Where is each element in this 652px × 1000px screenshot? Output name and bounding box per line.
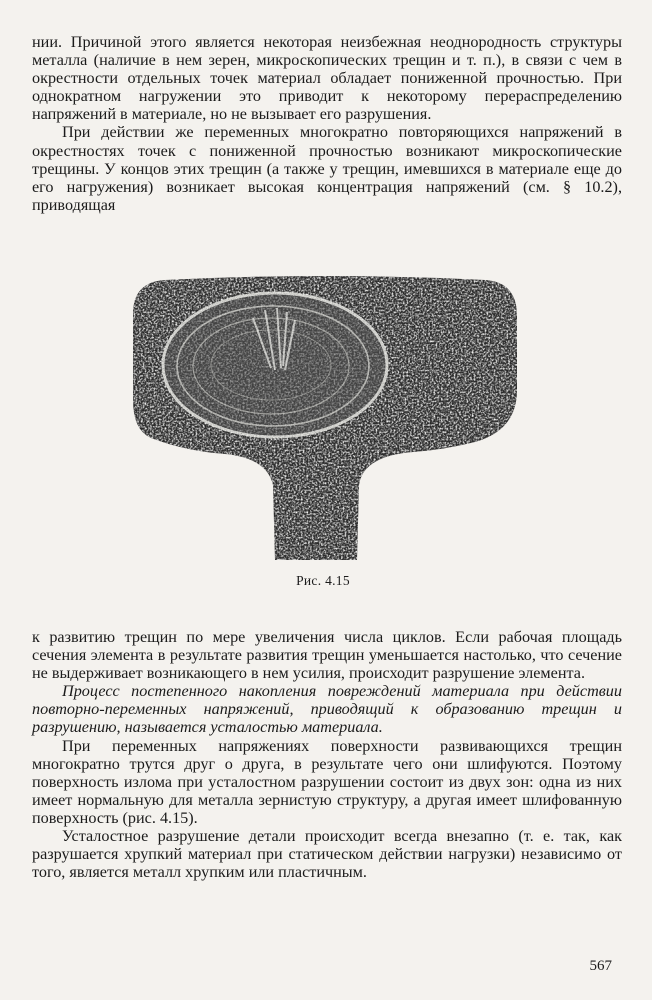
figure-caption: Рис. 4.15 [296, 573, 350, 588]
paragraph: При переменных напряжениях поверхности развивающихся трещин многократно трутся друг о друга, в результате чего они шлифуются. Поэтому поверхность излома при усталостном разрушении состоит из двух зон: одна из них имеет нормальную для металла зернистую структуру, а другая имеет шлифованную поверхность (рис. 4.15). [32, 736, 622, 827]
paragraph: нии. Причиной этого является некоторая неизбежная неоднородность структуры металла (наличие в нем зерен, микроскопических трещин и т. п.), в связи с чем в окрестности отдельных точек материал обладает пониженной прочностью. При однократном нагружении это приводит к некоторому перераспределению напряжений в материале, но не вызывает его разрушения. [32, 33, 622, 124]
text-block-top [32, 33, 622, 214]
fracture-surface-photo [125, 270, 521, 566]
paragraph: к развитию трещин по мере увеличения числа циклов. Если рабочая площадь сечения элемента в результате развития трещин уменьшается настолько, что сечение не выдерживает возникающего в нем усилия, происходит разрушение элемента. [32, 628, 622, 683]
paragraph: При действии же переменных многократно повторяющихся напряжений в окрестностях точек с пониженной прочностью возникают микроскопические трещины. У концов этих трещин (а также у трещин, имевшихся в материале еще до его нагружения) возникает высокая концентрация напряжений (см. § 10.2), приводящая [32, 123, 622, 214]
text-block-bottom [32, 628, 622, 881]
paragraph: Усталостное разрушение детали происходит всегда внезапно (т. е. так, как разрушается хрупкий материал при статическом действии нагрузки) независимо от того, является металл хрупким или пластичным. [32, 827, 622, 882]
page-number: 567 [589, 958, 612, 974]
definition-paragraph: Процесс постепенного накопления повреждений материала при действии повторно-переменных напряжений, приводящий к образованию трещин и разрушению, называется усталостью материала. [32, 682, 622, 737]
